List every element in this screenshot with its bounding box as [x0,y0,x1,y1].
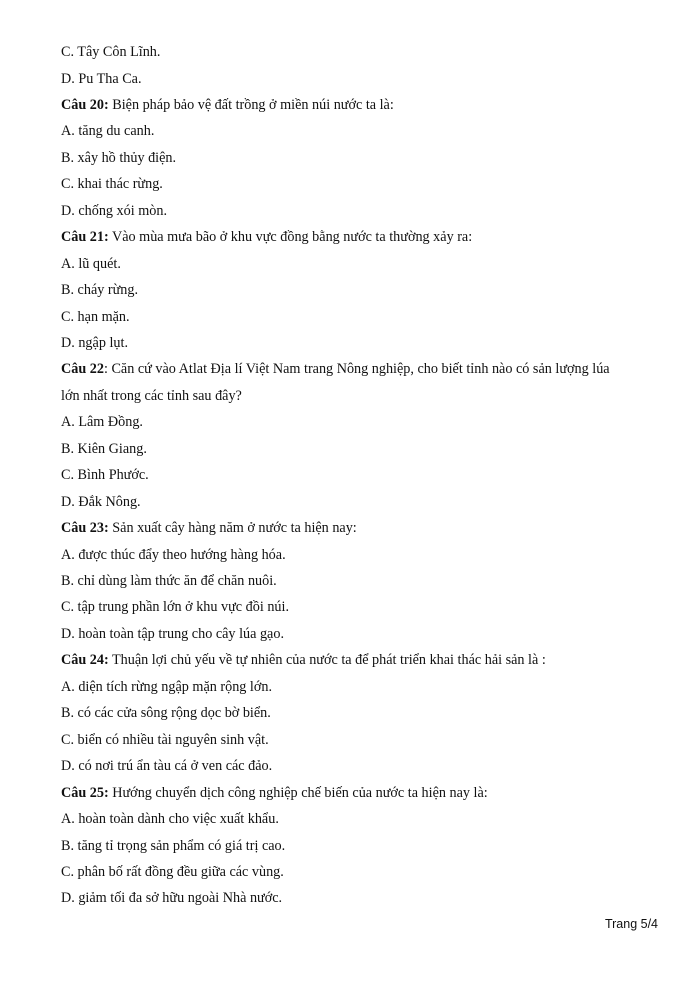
question-text: Vào mùa mưa bão ở khu vực đồng bằng nước ta thường xảy ra: [108,229,473,246]
question-label: Câu 25: [61,784,109,801]
question-text: : Căn cứ vào Atlat Địa lí Việt Nam trang Nông nghiệp, cho biết tỉnh nào có sản lượng lúa [103,361,610,378]
answer-option: B. chỉ dùng làm thức ăn để chăn nuôi. [61,573,277,589]
question-stem [61,651,546,669]
question-label: Câu 20: [61,96,109,113]
answer-option: C. hạn mặn. [61,308,130,325]
answer-option: D. Pu Tha Ca. [61,70,142,87]
answer-option: A. được thúc đẩy theo hướng hàng hóa. [61,546,286,563]
answer-option: B. cháy rừng. [61,282,139,298]
answer-option: B. có các cửa sông rộng dọc bờ biển. [61,705,271,722]
answer-option: B. tăng tỉ trọng sản phẩm có giá trị cao. [61,837,286,854]
question-text: Hướng chuyển dịch công nghiệp chế biến của nước ta hiện nay là: [108,784,488,801]
answer-option: B. Kiên Giang. [61,440,147,457]
answer-option: D. Đắk Nông. [61,493,141,510]
question-label: Câu 21: [61,229,109,246]
question-stem [61,360,610,378]
page-number: Trang 5/4 [604,917,658,931]
answer-option: C. Bình Phước. [61,467,149,484]
answer-option: A. tăng du canh. [61,123,155,140]
question-stem [61,519,357,537]
answer-option: D. có nơi trú ẩn tàu cá ở ven các đảo. [61,758,273,775]
answer-option: C. tập trung phần lớn ở khu vực đồi núi. [61,599,289,616]
answer-option: C. biển có nhiều tài nguyên sinh vật. [61,731,269,748]
answer-option: C. phân bố rất đồng đều giữa các vùng. [61,863,284,880]
question-label: Câu 23: [61,520,109,537]
answer-option: A. diện tích rừng ngập mặn rộng lớn. [61,678,273,695]
answer-option: D. chống xói mòn. [61,202,168,219]
answer-option: A. Lâm Đồng. [61,414,143,431]
question-text: Biện pháp bảo vệ đất trồng ở miền núi nước ta là: [108,96,394,113]
answer-option: A. lũ quét. [61,255,121,272]
answer-option: D. hoàn toàn tập trung cho cây lúa gạo. [61,625,284,642]
question-stem [61,96,394,114]
answer-option: B. xây hồ thủy điện. [61,149,177,166]
answer-option: A. hoàn toàn dành cho việc xuất khẩu. [61,811,279,827]
question-label: Câu 24: [61,652,109,669]
question-label: Câu 22 [61,361,104,378]
answer-option: D. giảm tối đa sở hữu ngoài Nhà nước. [61,890,283,907]
answer-option: D. ngập lụt. [61,334,128,351]
question-text: Thuận lợi chủ yếu về tự nhiên của nước ta để phát triển khai thác hải sản là : [108,652,546,669]
answer-option: C. Tây Côn Lĩnh. [61,44,161,60]
answer-option: C. khai thác rừng. [61,176,163,193]
question-stem [61,784,488,802]
question-text: Sản xuất cây hàng năm ở nước ta hiện nay: [108,520,357,537]
question-stem [61,228,472,246]
question-continuation: lớn nhất trong các tỉnh sau đây? [61,387,242,404]
